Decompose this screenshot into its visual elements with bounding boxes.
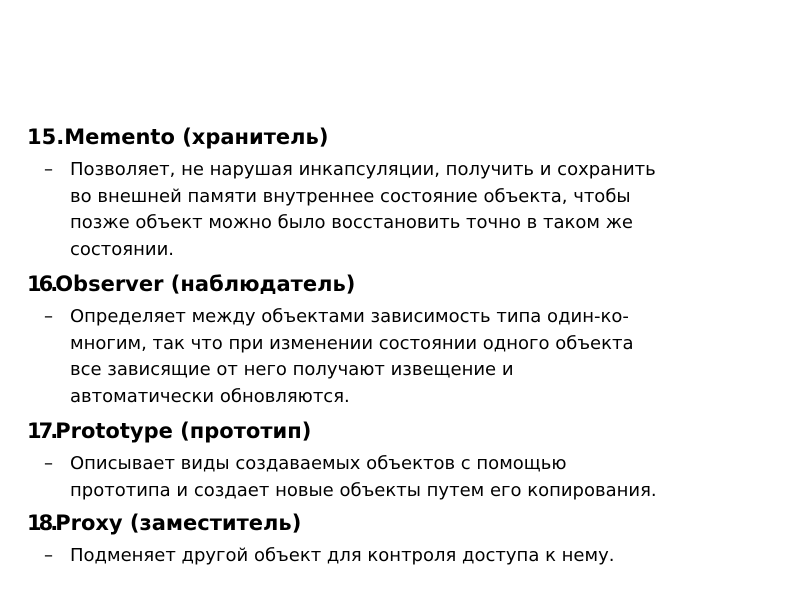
- dash-bullet: –: [44, 306, 53, 327]
- dash-bullet: –: [44, 545, 53, 566]
- item-description: Позволяет, не нарушая инкапсуляции, получить и сохранить во внешней памяти внутреннее состояние объекта, чтобы позже объект можно было восстановить точно в таком же состоянии.: [70, 159, 656, 260]
- list-item-17-heading: [27, 418, 311, 444]
- item-description: Определяет между объектами зависимость типа один-ко- многим, так что при изменении состоянии одного объекта все зависящие от него получают извещение и автоматически обновляются.: [70, 306, 634, 407]
- item-description: Подменяет другой объект для контроля доступа к нему.: [70, 545, 615, 566]
- item-title: Observer (наблюдатель): [55, 272, 356, 296]
- list-item-16-heading: [27, 271, 355, 297]
- item-title: Memento (хранитель): [64, 125, 329, 149]
- item-number: 16.: [27, 272, 56, 296]
- item-number: 15.: [27, 125, 65, 149]
- list-item-17-description: [44, 451, 794, 504]
- item-title: Prototype (прототип): [55, 419, 312, 443]
- item-number: 18.: [27, 511, 56, 535]
- item-title: Proxy (заместитель): [55, 511, 302, 535]
- list-item-15-heading: [27, 124, 328, 150]
- list-item-18-heading: [27, 510, 301, 536]
- dash-bullet: –: [44, 159, 53, 180]
- dash-bullet: –: [44, 453, 53, 474]
- list-item-18-description: [44, 543, 794, 570]
- item-number: 17.: [27, 419, 56, 443]
- item-description: Описывает виды создаваемых объектов с помощью прототипа и создает новые объекты путем его копирования.: [70, 453, 657, 501]
- list-item-16-description: [44, 304, 794, 410]
- list-item-15-description: [44, 157, 794, 263]
